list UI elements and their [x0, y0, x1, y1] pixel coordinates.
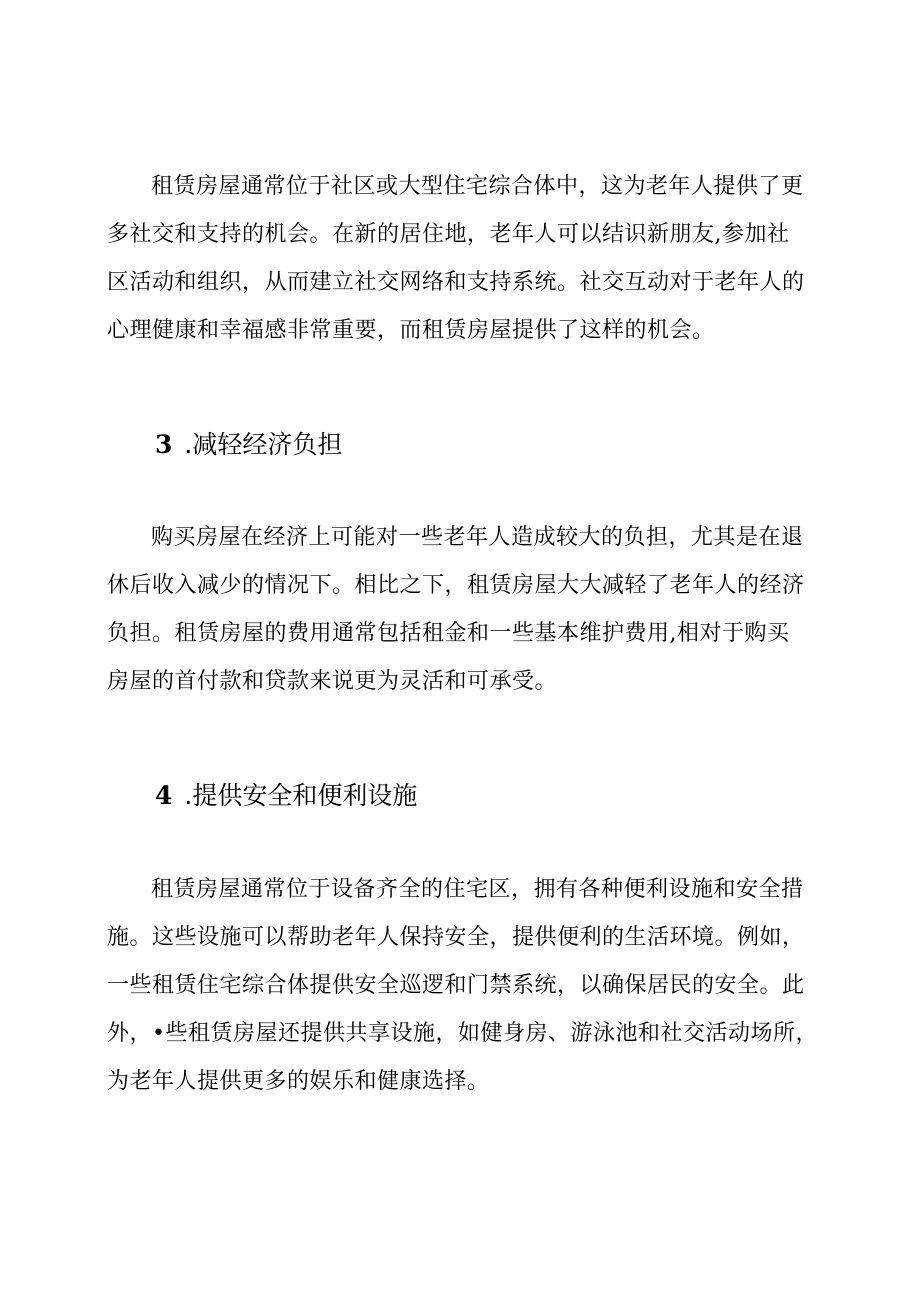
paragraph-line: 租赁房屋通常位于设备齐全的住宅区，拥有各种便利设施和安全措: [151, 877, 804, 902]
section-title: .减轻经济负担: [184, 430, 343, 459]
paragraph-line: 一些租赁住宅综合体提供安全巡逻和门禁系统，以确保居民的安全。此: [107, 973, 805, 998]
paragraph-line: 购买房屋在经济上可能对一些老年人造成较大的负担，尤其是在退: [151, 525, 804, 550]
section-number: 3: [155, 430, 173, 459]
paragraph-line: 多社交和支持的机会。在新的居住地，老年人可以结识新朋友,参加社: [107, 222, 790, 247]
section-heading-3: [155, 425, 342, 465]
paragraph-line: 租赁房屋通常位于社区或大型住宅综合体中，这为老年人提供了更: [151, 174, 804, 199]
paragraph-line: 休后收入减少的情况下。相比之下，租赁房屋大大减轻了老年人的经济: [107, 573, 805, 598]
paragraph-line: 施。这些设施可以帮助老年人保持安全，提供便利的生活环境。例如，: [107, 925, 805, 950]
paragraph-line: 区活动和组织，从而建立社交网络和支持系统。社交互动对于老年人的: [107, 270, 805, 295]
section-title: .提供安全和便利设施: [184, 781, 418, 810]
paragraph-line: 外，•些租赁房屋还提供共享设施，如健身房、游泳池和社交活动场所，: [107, 1021, 818, 1046]
paragraph-economic-burden: [107, 514, 827, 706]
paragraph-line: 心理健康和幸福感非常重要，而租赁房屋提供了这样的机会。: [107, 318, 715, 343]
section-heading-4: [155, 776, 417, 816]
paragraph-line: 负担。租赁房屋的费用通常包括租金和一些基本维护费用,相对于购买: [107, 621, 790, 646]
section-number: 4: [155, 781, 173, 810]
paragraph-safety-facilities: [107, 866, 827, 1106]
paragraph-line: 为老年人提供更多的娱乐和健康选择。: [107, 1069, 490, 1094]
paragraph-social-opportunities: [107, 163, 827, 355]
paragraph-line: 房屋的首付款和贷款来说更为灵活和可承受。: [107, 669, 558, 694]
